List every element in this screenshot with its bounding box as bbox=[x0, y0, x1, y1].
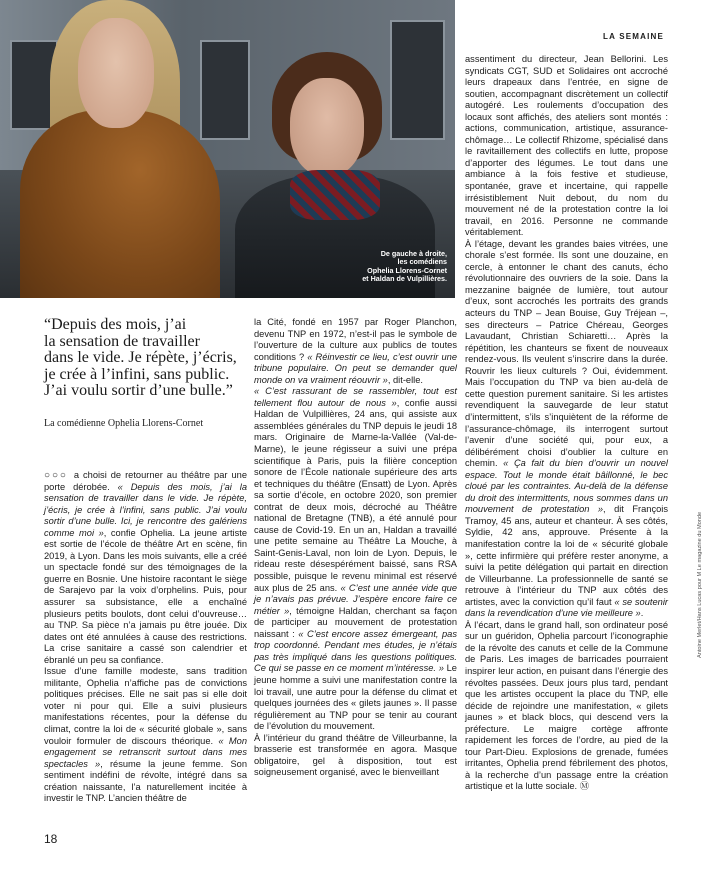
photo-person-right-scarf bbox=[290, 170, 380, 220]
page-number: 18 bbox=[44, 832, 58, 846]
lead-bullets: ○○○ bbox=[44, 470, 68, 481]
article-column-2 bbox=[254, 317, 457, 779]
text-run: , témoigne Haldan, cherchant sa façon de participer au mouvement de protestation naissant : bbox=[254, 605, 457, 639]
end-mark-icon: Ⓜ bbox=[579, 781, 590, 792]
paragraph bbox=[465, 54, 668, 239]
caption-line: les comédiens bbox=[397, 257, 447, 267]
quote-run: « Mon engagement se retranscrit surtout dans mes spectacles » bbox=[44, 735, 248, 769]
paragraph bbox=[44, 666, 247, 805]
pull-quote-line: la sensation de travailler bbox=[44, 332, 200, 350]
text-run: , confie aussi Haldan de Vulpillières, 24 ans, qui assiste aux assemblées générales du TNP depuis le jeudi 18 mars. Originaire de Marne-la-Vallée (Val-de-Marne), le jeune régisseur a suivi une prépa scientifique à Paris, puis la filière conception sonore de l’École nationale supérieure des arts et techniques du théâtre (Ensatt) de Lyon. Après sa sortie d’école, en octobre 2020, son premier contrat de deux mois, décroché au Théâtre national de Bretagne (TNB), a été annulé pour cause de Covid-19. En un an, Haldan a travaillé une petite semaine au Théâtre La Mouche, à Saint-Genis-Laval, non loin de Lyon. Depuis, le rideau reste désespérément baissé, sans RSA possible, puisque le revenu minimal est réservé aux plus de 25 ans. bbox=[254, 397, 457, 593]
text-run: a choisi de retourner au théâtre par une porte dérobée. bbox=[44, 470, 247, 492]
pull-quote-line: je crée à l’infini, sans public. bbox=[44, 365, 230, 383]
quote-run: « Réinvestir ce lieu, c’est ouvrir une tribune populaire. On peut se demander quel monde on va vraiment réouvrir » bbox=[254, 351, 457, 385]
text-run: Le jeune homme a suivi une manifestation contre la loi travail, une autre pour la défense du climat et quelques journées des « gilets jaunes ». Il passe régulièrement au TNP pour se tenir au courant de l’évolution du mouvement. bbox=[254, 663, 457, 732]
quote-run: « se soutenir dans la revendication d’une vie meilleure » bbox=[465, 596, 668, 619]
pull-quote-line: “Depuis des mois, j’ai bbox=[44, 316, 187, 333]
text-run: assentiment du directeur, Jean Bellorini. Les syndicats CGT, SUD et Solidaires ont accroché leurs drapeaux dans l’entrée, en signe de soutien, accompagnant discrètement un collectif autogéré. Les roulements d’occupation des locaux sont affichés, des ateliers sont montés : actions, communication, artistique, assurance-chômage… Le collectif Rhizome, spécialisé dans le ravitaillement des collectifs en lutte, propose d’apporter des légumes. Le tout dans une ambiance à la fois festive et studieuse, spontanée, grave et incertaine, qui rappelle irrésistiblement Nuit debout, du nom du mouvement né de la protestation contre la loi travail, en 2016. Personne ne commande véritablement. bbox=[465, 54, 668, 238]
text-run: , résume la jeune femme. Son sentiment indéfini de révolte, intégré dans sa création naissante, l’a naturellement incitée à investir le TNP. L’ancien théâtre de bbox=[44, 758, 247, 804]
text-run: la Cité, fondé en 1957 par Roger Planchon, devenu TNP en 1972, n’est-il pas le symbole de l’ouverture de la culture aux publics de toutes conditions ? bbox=[254, 317, 457, 362]
text-run: Issue d’une famille modeste, sans tradition militante, Ophelia n’affiche pas de convictions politiques précises. Elle ne sait pas si elle doit voter ni pour qui. Elle a suivi plusieurs manifestations récentes, pour la défense du climat, contre la loi de « sécurité globale », sans vouloir formuler de discours théorique. bbox=[44, 666, 247, 746]
text-run: , dit François Tramoy, 45 ans, auteur et chanteur. À ses côtés, Syldie, 42 ans, approuve. Présente à la manifestation contre la loi de « sécurité globale », cette infirmière qui préfère rester anonyme, a suivi la petite délégation qui partait en direction de Villeurbanne. La professionnelle de santé se retrouve à l’intérieur du TNP aux côtés des artistes, avec la conviction qu’il faut bbox=[465, 504, 668, 607]
caption-line: et Haldan de Vulpillières. bbox=[362, 274, 447, 284]
pull-quote bbox=[44, 317, 244, 400]
photo-credit: Antoine Merlet/Hans Lucas pour M Le magazine du Monde bbox=[697, 511, 703, 658]
quote-run: « Depuis des mois, j’ai la sensation de travailler dans le vide. Je répète, j’écris, je crée à l’infini, sans public. J’ai voulu sortir d’une bulle. Ici, je rencontre des galériens comme moi » bbox=[44, 481, 247, 538]
section-label: LA SEMAINE bbox=[603, 32, 665, 41]
paragraph bbox=[254, 317, 457, 386]
article-column-1 bbox=[44, 470, 247, 805]
article-photo bbox=[0, 0, 455, 298]
text-run: , dit-elle. bbox=[387, 374, 423, 385]
quote-run: « C’est une année vide que je n’avais pas prévue. J’espère encore faire ce métier » bbox=[254, 582, 457, 616]
photo-person-right-face bbox=[290, 78, 364, 176]
paragraph bbox=[254, 733, 457, 779]
caption-line: Ophelia Llorens-Cornet bbox=[367, 265, 447, 275]
quote-run: « Ça fait du bien d’ouvrir un nouvel espace. Tout le monde était bâillonné, le bec cloué par les contraintes. Au-delà de la défense du droit des intermittents, nous sommes dans un mouvement de protestation » bbox=[465, 458, 668, 515]
quote-run: « C’est rassurant de se rassembler, tout est tellement flou autour de nous » bbox=[254, 386, 457, 408]
photo-window bbox=[390, 20, 445, 140]
photo-caption bbox=[277, 250, 447, 284]
paragraph bbox=[254, 386, 457, 732]
pull-quote-line: dans le vide. Je répète, j’écris, bbox=[44, 349, 237, 367]
text-run: . bbox=[640, 608, 644, 619]
text-run: , confie Ophelia. La jeune artiste est sortie de l’école de théâtre Art en scène, fin 2019, à Lyon. Dans les mois suivants, elle a créé un spectacle fondé sur des témoignages de la guerre en Bosnie. Une histoire racontant le siège de Sarajevo par la voix d’orphelins. Puis, pour assurer sa subsistance, elle a enchaîné plusieurs petits boulots, dont celui d’ouvreuse… au TNP. Sa pièce n’a jamais pu être jouée. Dix dates ont été annulées à cause des restrictions. La crise sanitaire a cassé son calendrier et ébranlé un peu sa confiance. bbox=[44, 527, 248, 665]
article-column-3 bbox=[465, 54, 668, 793]
pull-quote-line: J’ai voulu sortir d’une bulle.” bbox=[44, 382, 233, 400]
paragraph bbox=[44, 470, 247, 666]
paragraph bbox=[465, 239, 668, 620]
text-run: À l’intérieur du grand théâtre de Villeurbanne, la brasserie est transformée en agora. Masque obligatoire, gel à disposition, tout est soigneusement organisé, avec le bienveillant bbox=[254, 732, 457, 778]
quote-run: « C’est encore assez émergeant, pas trop coordonné. Pendant mes études, je n’étais pas très impliqué dans les questions politiques. Ce qui se passe en ce moment m’intéresse. » bbox=[254, 628, 458, 674]
paragraph bbox=[465, 620, 668, 793]
caption-line: De gauche à droite, bbox=[380, 249, 447, 258]
photo-person-left-coat bbox=[20, 110, 220, 298]
pull-quote-attribution: La comédienne Ophelia Llorens-Cornet bbox=[44, 418, 204, 429]
photo-person-left-face bbox=[78, 18, 154, 128]
text-run: À l’écart, dans le grand hall, son ordinateur posé sur un guéridon, Ophelia parcourt l’iconographie de la révolte des canuts et celle de la Commune de Paris. Les images de barricades pourraient inspirer leur action, en puisant dans l’énergie des révoltes passées. Deux jours plus tard, pendant que les artistes occupent la place du TNP, elle décide de rejoindre une manifestation, « gilets jaunes » et black blocs, qui descend vers la préfecture. Le maigre cortège affronte rapidement les forces de l’ordre, au pied de la tour Part-Dieu. Explosions de grenade, fumées irritantes, Ophelia prend fébrilement des photos, à la recherche d’un passage entre la création artistique et la lutte sociale. bbox=[465, 619, 668, 792]
text-run: À l’étage, devant les grandes baies vitrées, une chorale s’est formée. Ils sont une douzaine, en cercle, à entonner le chant des canuts, écho révolutionnaire des ouvriers de la soie. Dans la mezzanine baignée de lumière, tout autour d’eux, sont accrochés les portraits des grands acteurs du TNP – Jean Bouise, Guy Tréjean –, ses directeurs – Patrice Chéreau, Georges Lavaudant, Christian Schiaretti… Après la répétition, les chanteurs se fixent de nouveaux rendez-vous. Ils veulent s’inscrire dans la durée. Rouvrir les lieux culturels ? Oui, évidemment. Mais l’occupation du TNP va bien au-delà de cette question purement sanitaire. Si les artistes revendiquent la sauvegarde de leur statut d’intermittent, s’ils s’inquiètent de la réforme de l’assurance-chômage, ils interrogent surtout l’avenir d’une société qui, pour eux, a délibérément choisi d’oublier la culture en chemin. bbox=[465, 238, 668, 469]
photo-window bbox=[200, 40, 250, 140]
